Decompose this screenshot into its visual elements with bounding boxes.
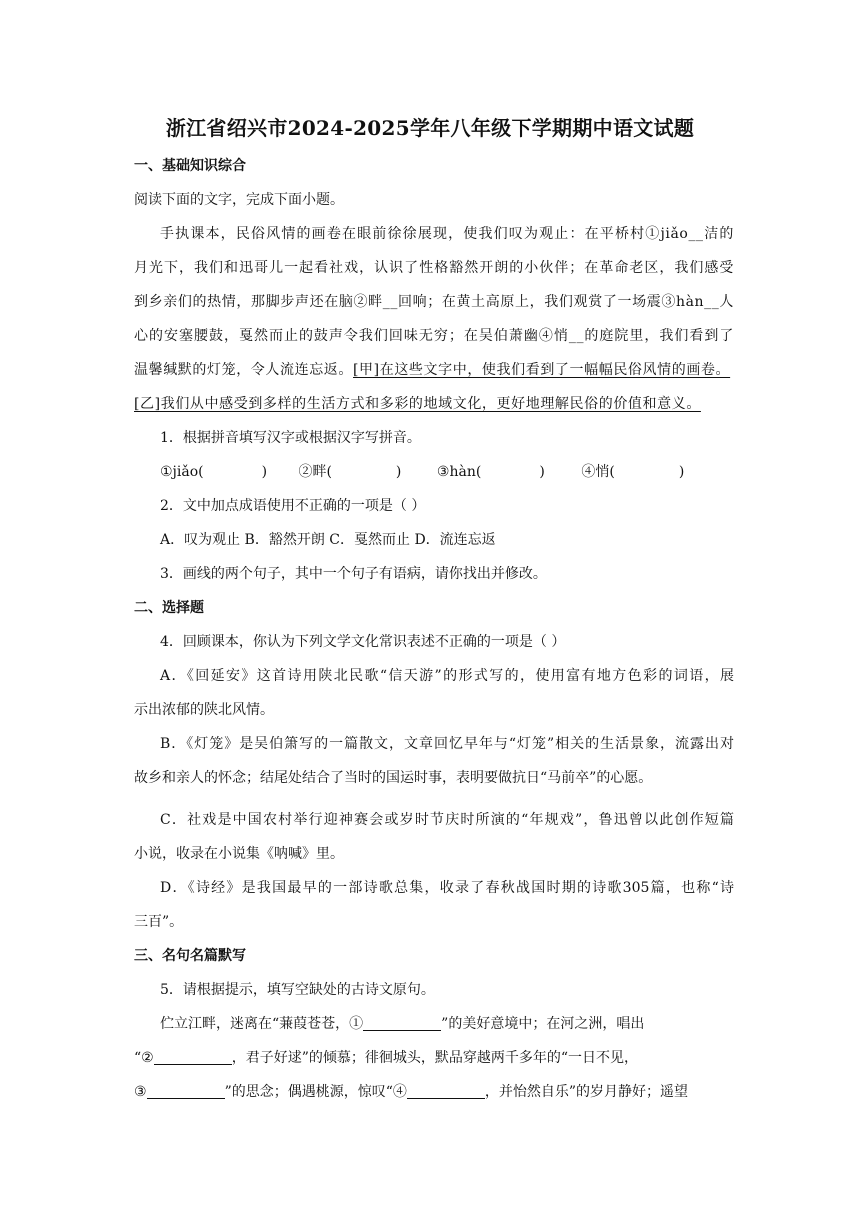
question-3: 3．画线的两个句子，其中一个句子有语病，请你找出并修改。: [160, 566, 547, 582]
q1-item-4: ④悄( ): [581, 464, 685, 480]
option-a-line-1: A．《回延安》这首诗用陕北民歌“信天游”的形式写的，使用富有地方色彩的词语，展: [160, 668, 734, 684]
fill-line-1-text-b: ”的美好意境中；在河之洲，唱出: [441, 1016, 645, 1032]
question-2: 2．文中加点成语使用不正确的一项是（ ）: [160, 498, 426, 514]
option-c-line-2: 小说，收录在小说集《呐喊》里。: [134, 846, 344, 862]
option-a-line-2: 示出浓郁的陕北风情。: [134, 702, 274, 718]
question-4: 4．回顾课本，你认为下列文学文化常识表述不正确的一项是（ ）: [160, 634, 566, 650]
q1-item-1: ①jiǎo( ): [160, 464, 268, 480]
q1-item-3: ③hàn( ): [436, 464, 545, 480]
fill-line-3-text-b: ”的思念；偶遇桃源，惊叹“④: [224, 1084, 407, 1100]
fill-line-2: [134, 1048, 734, 1068]
section-heading-3: 三、名句名篇默写: [134, 948, 246, 964]
underlined-sentence-yi: [乙]我们从中感受到多样的生活方式和多彩的地域文化，更好地理解民俗的价值和意义。: [134, 396, 701, 412]
passage-line-1: 手执课本，民俗风情的画卷在眼前徐徐展现，使我们叹为观止：在平桥村①jiǎo__洁的: [160, 226, 734, 242]
option-d-line-2: 三百”。: [134, 914, 184, 930]
question-1-items: [160, 462, 760, 482]
passage-line-5: [134, 360, 734, 380]
fill-line-3: [134, 1082, 734, 1102]
passage-line-5-plain: 温馨缄默的灯笼，令人流连忘返。: [134, 362, 353, 378]
underlined-sentence-jia: [甲]在这些文字中，使我们看到了一幅幅民俗风情的画卷。: [353, 362, 731, 378]
passage-line-2: 月光下，我们和迅哥儿一起看社戏，认识了性格豁然开朗的小伙伴；在革命老区，我们感受: [134, 260, 734, 276]
blank-1[interactable]: [363, 1015, 441, 1031]
question-1: 1．根据拼音填写汉字或根据汉字写拼音。: [160, 430, 421, 446]
reading-instruction: 阅读下面的文字，完成下面小题。: [134, 192, 344, 208]
page-title: 浙江省绍兴市2024-2025学年八年级下学期期中语文试题: [165, 116, 695, 140]
passage-line-4: 心的安塞腰鼓，戛然而止的鼓声令我们回味无穷；在吴伯萧幽④悄__的庭院里，我们看到了: [134, 328, 734, 344]
option-b-line-2: 故乡和亲人的怀念；结尾处结合了当时的国运时事，表明要做抗日“马前卒”的心愿。: [134, 770, 653, 786]
fill-line-1-text-a: 伫立江畔，迷离在“蒹葭苍苍，①: [160, 1016, 364, 1032]
fill-line-3-text-a: ③: [134, 1084, 147, 1100]
fill-line-3-text-c: ，并怡然自乐”的岁月静好；遥望: [484, 1084, 689, 1100]
blank-3[interactable]: [147, 1083, 225, 1099]
fill-line-2-text-a: “②: [134, 1050, 154, 1066]
section-heading-1: 一、基础知识综合: [134, 158, 246, 174]
blank-4[interactable]: [407, 1083, 485, 1099]
question-2-options: A．叹为观止 B．豁然开朗 C．戛然而止 D．流连忘返: [160, 532, 496, 548]
question-5: 5．请根据提示，填写空缺处的古诗文原句。: [160, 982, 435, 998]
section-heading-2: 二、选择题: [134, 600, 204, 616]
passage-line-3: 到乡亲们的热情，那脚步声还在脑②畔__回响；在黄土高原上，我们观赏了一场震③hàn__人: [134, 294, 734, 310]
option-b-line-1: B．《灯笼》是吴伯箫写的一篇散文，文章回忆早年与“灯笼”相关的生活景象，流露出对: [160, 736, 734, 752]
option-d-line-1: D．《诗经》是我国最早的一部诗歌总集，收录了春秋战国时期的诗歌305篇，也称“诗: [160, 880, 734, 896]
blank-2[interactable]: [154, 1049, 232, 1065]
fill-line-2-text-b: ，君子好逑”的倾慕；徘徊城头，默品穿越两千多年的“一日不见，: [231, 1050, 639, 1066]
fill-line-1: [160, 1014, 760, 1034]
option-c-line-1: C．社戏是中国农村举行迎神赛会或岁时节庆时所演的“年规戏”，鲁迅曾以此创作短篇: [160, 812, 734, 828]
q1-item-2: ②畔( ): [298, 464, 402, 480]
